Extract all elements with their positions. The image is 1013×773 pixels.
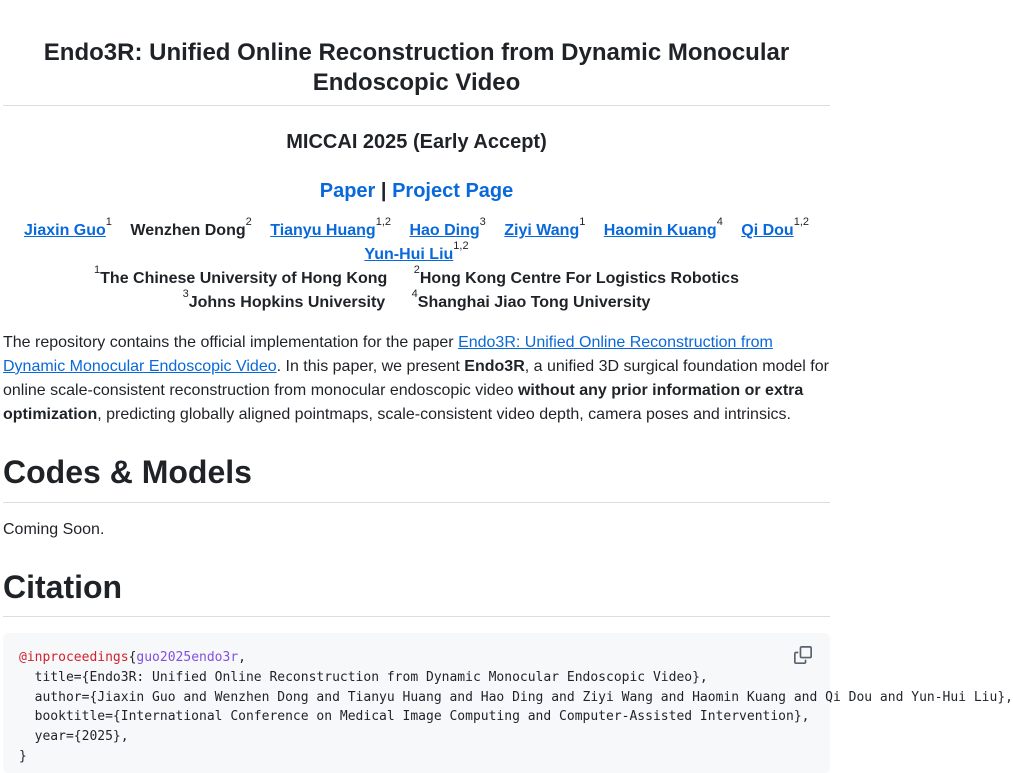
bibtex-cite-key: guo2025endo3r bbox=[136, 650, 239, 665]
codes-body: Coming Soon. bbox=[3, 521, 105, 538]
bibtex-line: booktitle={International Conference on Medical Image Computing and Computer-Assisted Intervention}, bbox=[19, 709, 810, 725]
affiliation-name: Johns Hopkins University bbox=[188, 294, 386, 311]
author bbox=[603, 215, 723, 243]
title-divider bbox=[3, 105, 830, 106]
affiliation-name: Shanghai Jiao Tong University bbox=[417, 294, 651, 311]
author-link[interactable]: Jiaxin Guo bbox=[24, 222, 106, 239]
author-link[interactable]: Hao Ding bbox=[409, 222, 480, 239]
affiliation bbox=[411, 287, 651, 315]
bibtex-code[interactable]: @inproceedings{guo2025endo3r, title={Endo3R: Unified Online Reconstruction from Dynamic Monocular Endoscopic Video}, author={Jiaxin Guo and Wenzhen Dong and Tianyu Huang and Hao Ding and Ziyi Wang and Haomin Kuang and Qi Dou and Yun-Hui Liu}, booktitle={International Conference on Medical Image Computing and Computer-Assisted Intervention}, year={2025}, } bbox=[19, 650, 1013, 764]
affiliation-name: Hong Kong Centre For Logistics Robotics bbox=[419, 270, 739, 287]
links-separator: | bbox=[380, 180, 387, 202]
citation-heading: Citation bbox=[3, 569, 123, 605]
affiliation-list bbox=[3, 263, 830, 315]
author bbox=[504, 215, 586, 243]
affiliation-sup: 4 bbox=[411, 287, 418, 300]
citation-divider bbox=[3, 616, 830, 617]
intro-middle: . In this paper, we present bbox=[276, 358, 465, 375]
bibtex-line: } bbox=[19, 748, 27, 764]
bibtex-line: author={Jiaxin Guo and Wenzhen Dong and Tianyu Huang and Hao Ding and Ziyi Wang and Haomin Kuang and Qi Dou and Yun-Hui Liu}, bbox=[19, 689, 1013, 705]
author-affiliation-sup: 1,2 bbox=[453, 239, 469, 252]
author bbox=[130, 215, 252, 243]
affiliation bbox=[94, 263, 388, 291]
page-title: Endo3R: Unified Online Reconstruction from Dynamic Monocular Endoscopic Video bbox=[43, 39, 790, 96]
venue-heading: MICCAI 2025 (Early Accept) bbox=[286, 131, 547, 153]
author-list bbox=[3, 215, 830, 267]
author-link[interactable]: Qi Dou bbox=[741, 222, 794, 239]
affiliation-sup: 1 bbox=[94, 263, 101, 276]
author-affiliation-sup: 2 bbox=[245, 215, 252, 228]
paper-links bbox=[3, 179, 830, 203]
intro-emphasis: without any prior information or extra optimization bbox=[3, 382, 804, 423]
codes-heading: Codes & Models bbox=[3, 454, 252, 490]
author-affiliation-sup: 3 bbox=[479, 215, 486, 228]
intro-prefix: The repository contains the official implementation for the paper bbox=[3, 334, 459, 351]
author bbox=[270, 215, 391, 243]
project-page-link[interactable]: Project Page bbox=[392, 180, 514, 202]
paper-link[interactable]: Paper bbox=[319, 180, 376, 202]
author-link[interactable]: Ziyi Wang bbox=[504, 222, 580, 239]
intro-paragraph bbox=[3, 331, 830, 427]
affiliation bbox=[413, 263, 739, 291]
affiliation bbox=[182, 287, 386, 315]
copy-icon bbox=[794, 646, 812, 664]
author-affiliation-sup: 1,2 bbox=[793, 215, 809, 228]
author-link[interactable]: Tianyu Huang bbox=[270, 222, 376, 239]
paper-title-link[interactable]: Endo3R: Unified Online Reconstruction from Dynamic Monocular Endoscopic Video bbox=[3, 334, 773, 375]
bibtex-entry-type: @inproceedings bbox=[19, 650, 129, 665]
author-name: Wenzhen Dong bbox=[130, 222, 246, 239]
author-affiliation-sup: 1,2 bbox=[375, 215, 391, 228]
codes-divider bbox=[3, 502, 830, 503]
model-name: Endo3R bbox=[464, 358, 525, 375]
bibtex-line: title={Endo3R: Unified Online Reconstruction from Dynamic Monocular Endoscopic Video}, bbox=[19, 669, 708, 685]
bibtex-line: year={2025}, bbox=[19, 729, 129, 745]
bibtex-code-block bbox=[3, 633, 1013, 773]
author-affiliation-sup: 1 bbox=[105, 215, 112, 228]
author bbox=[741, 215, 809, 243]
intro-after-model: , a unified 3D surgical foundation model for online scale-consistent reconstruction from monocular endoscopic video bbox=[3, 358, 829, 399]
author-affiliation-sup: 4 bbox=[716, 215, 723, 228]
author-link[interactable]: Yun-Hui Liu bbox=[364, 246, 454, 263]
author-affiliation-sup: 1 bbox=[579, 215, 586, 228]
author-link[interactable]: Haomin Kuang bbox=[603, 222, 717, 239]
author bbox=[409, 215, 486, 243]
affiliation-sup: 3 bbox=[182, 287, 189, 300]
intro-suffix: , predicting globally aligned pointmaps, scale-consistent video depth, camera poses and intrinsics. bbox=[97, 406, 791, 423]
author bbox=[24, 215, 112, 243]
affiliation-sup: 2 bbox=[413, 263, 420, 276]
affiliation-name: The Chinese University of Hong Kong bbox=[100, 270, 388, 287]
copy-button[interactable] bbox=[794, 646, 816, 668]
